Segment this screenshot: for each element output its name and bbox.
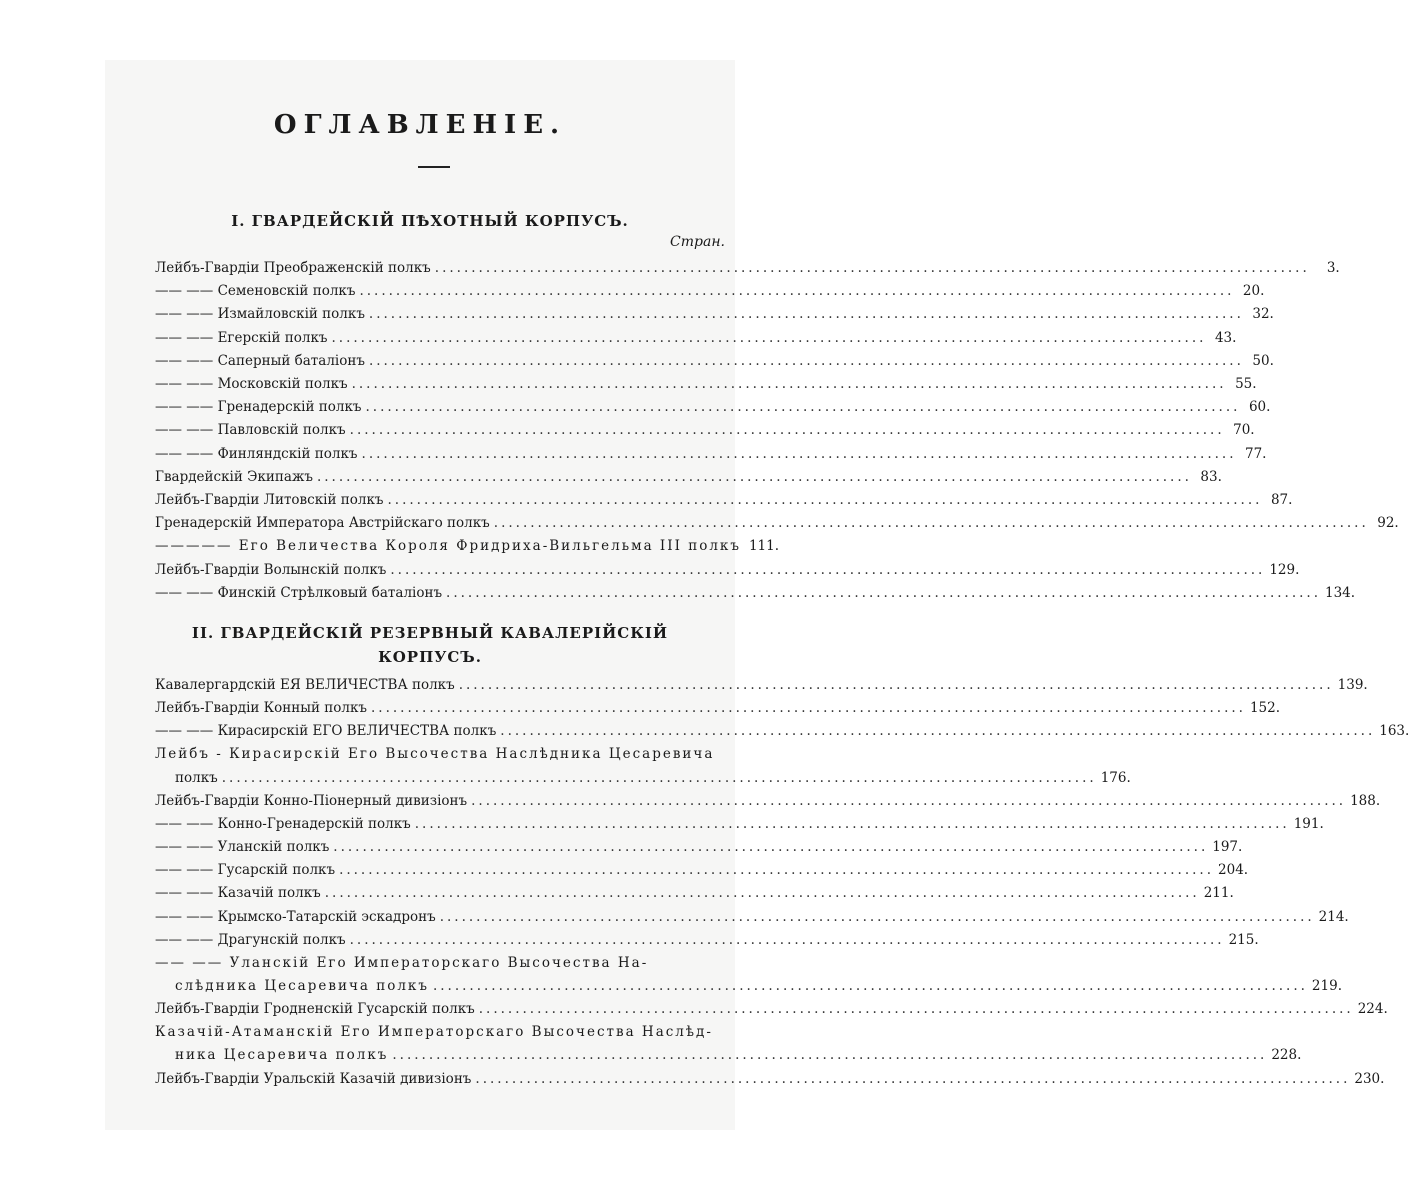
toc-entry	[155, 582, 1356, 605]
dot-leader: ........................................................................................................................	[475, 1070, 1351, 1087]
toc-entry-page: 129.	[1269, 561, 1300, 578]
toc-entry-title: —— —— Гренадерскій полкъ	[155, 399, 362, 416]
toc-entry-title: —— —— Конно-Гренадерскій полкъ	[155, 815, 411, 832]
dot-leader: ........................................................................................................................	[333, 839, 1209, 856]
toc-entry-title: —— —— Саперный баталіонъ	[155, 352, 365, 369]
dot-leader: ........................................................................................................................	[316, 468, 1192, 485]
toc-entry-title: —— —— Гусарскій полкъ	[155, 862, 336, 879]
toc-entry	[155, 443, 1267, 466]
toc-entry-page: 230.	[1354, 1070, 1385, 1087]
toc-entry	[155, 489, 1293, 512]
toc-entry-title: Гренадерскій Императора Австрійскаго полкъ	[155, 515, 490, 532]
toc-entry-page: 176.	[1100, 769, 1131, 786]
dot-leader: ........................................................................................................................	[478, 1001, 1354, 1018]
toc-entry-page: 32.	[1252, 306, 1274, 323]
section-heading-2-line2: КОРПУСЪ.	[378, 648, 482, 666]
toc-entry-page: 197.	[1212, 839, 1243, 856]
toc-entry-title: —— —— Уланскій полкъ	[155, 839, 330, 856]
toc-entry-title: —— —— Кирасирскій ЕГО ВЕЛИЧЕСТВА полкъ	[155, 723, 497, 740]
toc-entry-title: —— —— Семеновскій полкъ	[155, 283, 356, 300]
toc-entry-page: 87.	[1270, 492, 1293, 508]
toc-entry	[155, 466, 1222, 489]
toc-entry	[155, 327, 1237, 350]
toc-entry	[175, 1044, 1302, 1067]
toc-entry-page: 50.	[1252, 352, 1274, 369]
page-column-label: Стран.	[670, 234, 725, 250]
toc-entry-title: —— —— Измайловскій полкъ	[155, 306, 365, 323]
dot-leader: ........................................................................................................................	[349, 422, 1225, 439]
dot-leader: ........................................................................................................................	[500, 723, 1376, 740]
toc-entry	[155, 720, 1409, 743]
dot-leader: ........................................................................................................................	[471, 792, 1347, 809]
section-heading-1: I. ГВАРДЕЙСКІЙ ПѢХОТНЫЙ КОРПУСЪ.	[231, 212, 629, 230]
toc-entry	[155, 257, 1340, 280]
toc-entry-page: 211.	[1203, 885, 1234, 902]
toc-entry	[155, 743, 715, 766]
dot-leader: ........................................................................................................................	[371, 700, 1246, 717]
toc-entry-page: 55.	[1235, 376, 1257, 392]
toc-entry-page: 3.	[1326, 260, 1340, 276]
toc-entry	[155, 674, 1368, 697]
toc-entry	[155, 419, 1255, 442]
dot-leader: ........................................................................................................................	[414, 815, 1290, 832]
toc-entry	[155, 512, 1399, 535]
toc-entry-title: —— —— Казачій полкъ	[155, 885, 321, 902]
toc-entry	[155, 906, 1349, 929]
dot-leader: ........................................................................................................................	[368, 306, 1244, 323]
toc-entry	[155, 303, 1274, 326]
toc-entry-title: слѣдника Цесаревича полкъ	[175, 977, 429, 994]
toc-entry-page: 215.	[1228, 931, 1259, 948]
toc-entry-page: 204.	[1218, 862, 1249, 879]
toc-entry-title: Лейбъ-Гвардіи Конно-Піонерный дивизіонъ	[155, 792, 468, 809]
dot-leader: ........................................................................................................................	[387, 492, 1263, 508]
toc-entry-title: —— —— Егерскій полкъ	[155, 329, 328, 346]
title-rule	[418, 166, 450, 168]
toc-entry	[155, 697, 1281, 720]
toc-entry-title: —— —— Московскій полкъ	[155, 376, 348, 392]
toc-entry-title: Лейбъ-Гвардіи Волынскій полкъ	[155, 561, 387, 578]
dot-leader: ........................................................................................................................	[432, 977, 1308, 994]
toc-entry-page: 191.	[1293, 815, 1324, 832]
toc-entry-page: 60.	[1248, 399, 1271, 416]
toc-entry-title: Лейбъ-Гвардіи Уральскій Казачій дивизіонъ	[155, 1070, 472, 1087]
toc-entry	[175, 767, 1131, 790]
dot-leader: ........................................................................................................................	[351, 376, 1227, 392]
dot-leader: ........................................................................................................................	[324, 885, 1200, 902]
toc-entry	[155, 859, 1249, 882]
toc-entry	[155, 1021, 713, 1044]
dot-leader: ........................................................................................................................	[446, 584, 1321, 601]
toc-entry-page: 219.	[1311, 977, 1342, 994]
toc-entry-title: Казачій-Атаманскій Его Императорскаго Высочества Наслѣд-	[155, 1024, 713, 1041]
dot-leader: ........................................................................................................................	[365, 399, 1241, 416]
toc-entry-title: Гвардейскій Экипажъ	[155, 468, 313, 485]
dot-leader: ........................................................................................................................	[331, 329, 1207, 346]
dot-leader: ........................................................................................................................	[458, 677, 1334, 693]
toc-entry	[155, 559, 1300, 582]
toc-entry	[155, 882, 1234, 905]
toc-entry	[155, 998, 1388, 1021]
toc-entry-page: 139.	[1337, 677, 1368, 693]
toc-entry	[155, 929, 1259, 952]
toc-entry-title: Лейбъ-Гвардіи Литовскій полкъ	[155, 492, 384, 508]
toc-entry-title: —— —— Драгунскій полкъ	[155, 931, 346, 948]
toc-entry	[155, 790, 1381, 813]
dot-leader: ........................................................................................................................	[434, 260, 1310, 276]
toc-entry	[155, 813, 1324, 836]
toc-entry-title: —— —— Финскій Стрѣлковый баталіонъ	[155, 584, 443, 601]
toc-entry-page: 43.	[1214, 329, 1237, 346]
toc-entry	[155, 396, 1271, 419]
toc-entry	[155, 280, 1265, 303]
toc-entry-title: Лейбъ-Гвардіи Гродненскій Гусарскій полкъ	[155, 1001, 475, 1018]
toc-entry-title: Лейбъ-Гвардіи Преображенскій полкъ	[155, 260, 431, 276]
toc-entry	[155, 952, 706, 975]
toc-entry-page: 92.	[1377, 515, 1399, 532]
toc-entry-title: Лейбъ - Кирасирскій Его Высочества Наслѣдника Цесаревича	[155, 746, 715, 763]
toc-entry-page: 70.	[1233, 422, 1255, 439]
dot-leader: ........................................................................................................................	[439, 908, 1315, 925]
dot-leader: ........................................................................................................................	[221, 769, 1097, 786]
toc-entry-page: 134.	[1325, 584, 1356, 601]
toc-entry	[155, 836, 1243, 859]
toc-entry-title: —— —— Финляндскій полкъ	[155, 445, 358, 462]
dot-leader: ........................................................................................................................	[392, 1047, 1268, 1064]
toc-entry	[175, 975, 1342, 998]
section-heading-2-line1: II. ГВАРДЕЙСКІЙ РЕЗЕРВНЫЙ КАВАЛЕРІЙСКІЙ	[191, 624, 669, 642]
toc-entry	[155, 1068, 1385, 1091]
toc-entry-page: 188.	[1350, 792, 1381, 809]
dot-leader: ........................................................................................................................	[361, 445, 1237, 462]
page-title: ОГЛАВЛЕНІЕ.	[273, 110, 567, 140]
toc-entry-page: 224.	[1357, 1001, 1388, 1018]
toc-entry	[155, 535, 780, 558]
dot-leader: ........................................................................................................................	[359, 283, 1235, 300]
toc-entry-page: 111.	[748, 538, 780, 555]
dot-leader: ........................................................................................................................	[349, 931, 1225, 948]
toc-entry-title: Кавалергардскій ЕЯ ВЕЛИЧЕСТВА полкъ	[155, 677, 455, 693]
toc-entry-page: 163.	[1379, 723, 1409, 740]
toc-entry-page: 77.	[1245, 445, 1267, 462]
dot-leader: ........................................................................................................................	[368, 352, 1244, 369]
dot-leader: ........................................................................................................................	[339, 862, 1215, 879]
toc-entry-title: Лейбъ-Гвардіи Конный полкъ	[155, 700, 368, 717]
dot-leader: ........................................................................................................................	[390, 561, 1266, 578]
toc-entry-title: —— —— Уланскій Его Императорскаго Высочества На-	[155, 954, 649, 971]
toc-entry-title: —— —— Павловскій полкъ	[155, 422, 346, 439]
toc-entry-page: 20.	[1242, 283, 1265, 300]
toc-entry-title: —— —— Крымско-Татарскій эскадронъ	[155, 908, 436, 925]
toc-entry-title: ————— Его Величества Короля Фридриха-Вильгельма III полкъ	[155, 538, 741, 555]
toc-entry-page: 228.	[1271, 1047, 1302, 1064]
toc-entry-title: полкъ	[175, 769, 218, 786]
toc-entry	[155, 350, 1274, 373]
dot-leader: ........................................................................................................................	[493, 515, 1369, 532]
toc-entry	[155, 373, 1257, 396]
toc-entry-page: 152.	[1249, 700, 1281, 717]
toc-entry-page: 214.	[1318, 908, 1349, 925]
toc-entry-page: 83.	[1200, 468, 1222, 485]
toc-entry-title: ника Цесаревича полкъ	[175, 1047, 389, 1064]
